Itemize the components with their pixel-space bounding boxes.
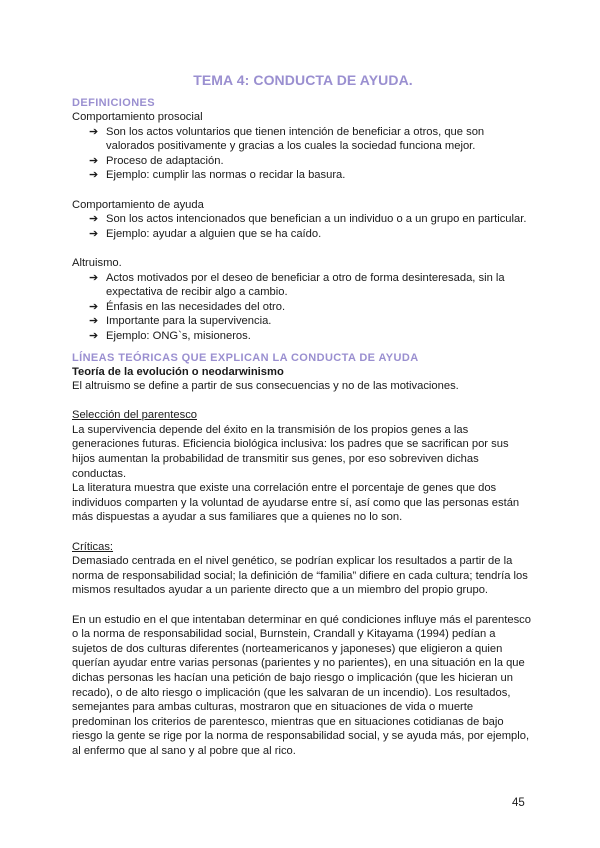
list-item: ➔ Ejemplo: ayudar a alguien que se ha caído. — [89, 227, 322, 240]
ayuda-list — [72, 212, 534, 241]
arrow-bullet-icon: ➔ — [89, 169, 99, 182]
evolucion-subheading: Teoría de la evolución o neodarwinismo — [72, 365, 284, 378]
arrow-bullet-icon: ➔ — [89, 213, 99, 226]
list-item: ➔ Son los actos voluntarios que tienen intención de beneficiar a otros, que son valorados positivamente y gracias a los cuales la sociedad funciona mejor. — [89, 125, 485, 153]
arrow-bullet-icon: ➔ — [89, 300, 99, 313]
arrow-bullet-icon: ➔ — [89, 315, 99, 328]
lineas-heading: LÍNEAS TEÓRICAS QUE EXPLICAN LA CONDUCTA DE AYUDA — [72, 351, 419, 364]
definiciones-heading: DEFINICIONES — [72, 97, 156, 109]
list-item: ➔ Proceso de adaptación. — [89, 154, 224, 167]
arrow-bullet-icon: ➔ — [89, 154, 99, 167]
estudio-paragraph: En un estudio en el que intentaban determinar en qué condiciones influye más el parentesco o la norma de responsabilidad social, Burnstein, Crandall y Kitayama (1994) pedían a sujetos de dos culturas diferentes (norteamericanos y japoneses) que eligieron a quien querían ayudar entre varias personas (parientes y no parientes), en una situación en la que dichas personas les hacían una petición de bajo riesgo o implicación (que les hicieran un recado), o de alto riesgo o implicación (que les salvaran de un incendio). Los resultados, semejantes para ambas culturas, mostraron que en situaciones de vida o muerte predominan los criterios de parentesco, mientras que en situaciones cotidianas de bajo riesgo la gente se rige por la norma de responsabilidad social, y se ayuda más, por ejemplo, al enfermo que al sano y al pobre que al rico. — [72, 613, 531, 757]
list-item: ➔ Actos motivados por el deseo de beneficiar a otro de forma desinteresada, sin la expectativa de recibir algo a cambio. — [89, 271, 505, 299]
arrow-bullet-icon: ➔ — [89, 329, 99, 342]
list-item: ➔ Ejemplo: ONG`s, misioneros. — [89, 329, 251, 342]
intro-paragraph: El altruismo se define a partir de sus consecuencias y no de las motivaciones. — [72, 380, 459, 393]
page-title: TEMA 4: CONDUCTA DE AYUDA. — [193, 72, 413, 88]
list-item: ➔ Son los actos intencionados que benefician a un individuo o a un grupo en particular. — [89, 213, 527, 226]
term-ayuda: Comportamiento de ayuda — [72, 198, 204, 211]
seleccion-paragraph-1: La supervivencia depende del éxito en la transmisión de los propios genes a las generaciones futuras. Eficiencia biológica inclusiva: los padres que se sacrifican por sus hijos aumentan la probabilidad de transmitir sus genes, por eso sobreviven dichas conductas. — [72, 423, 509, 480]
document-page — [72, 72, 534, 759]
altruismo-list — [72, 271, 534, 344]
list-item: ➔ Ejemplo: cumplir las normas o recidar la basura. — [89, 169, 346, 182]
seleccion-heading: Selección del parentesco — [72, 409, 198, 422]
term-prosocial: Comportamiento prosocial — [72, 111, 203, 123]
arrow-bullet-icon: ➔ — [89, 271, 99, 284]
seleccion-paragraph-2: La literatura muestra que existe una correlación entre el porcentaje de genes que dos individuos comparten y la voluntad de ayudarse entre sí, así como que las personas están más dispuestas a ayudar a sus familiares que a quienes no lo son. — [72, 482, 520, 524]
prosocial-list — [72, 125, 534, 183]
arrow-bullet-icon: ➔ — [89, 125, 99, 138]
criticas-heading: Críticas: — [72, 540, 114, 553]
page-number: 45 — [512, 797, 525, 809]
list-item: ➔ Importante para la supervivencia. — [89, 315, 272, 328]
criticas-paragraph: Demasiado centrada en el nivel genético, se podrían explicar los resultados a partir de la norma de responsabilidad social; la definición de “familia” difiere en cada cultura; tendría los mismos resultados ayudar a un pariente directo que a un miembro del propio grupo. — [72, 555, 528, 597]
list-item: ➔ Énfasis en las necesidades del otro. — [89, 300, 286, 313]
term-altruismo: Altruismo. — [72, 256, 122, 269]
arrow-bullet-icon: ➔ — [89, 227, 99, 240]
